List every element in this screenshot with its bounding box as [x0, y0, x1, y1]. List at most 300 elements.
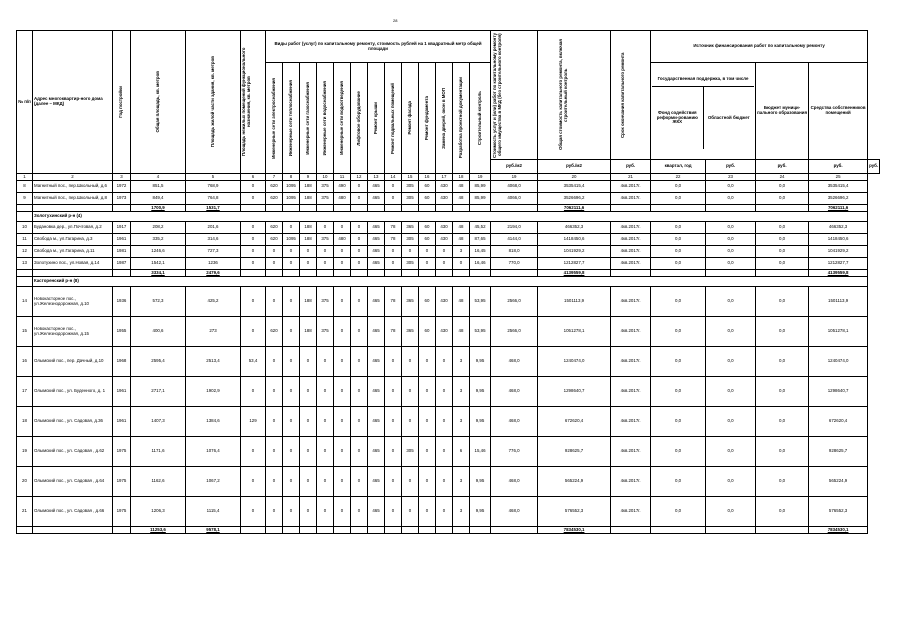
table-cell: 1095 — [283, 234, 300, 246]
subtotal-total-cost: 7834530,1 — [538, 527, 611, 534]
table-cell: 15 — [17, 317, 33, 347]
table-cell — [419, 205, 436, 212]
table-cell — [17, 270, 33, 277]
table-cell: 4кв.2017г. — [611, 287, 651, 317]
table-cell — [402, 527, 419, 534]
table-cell: 851,5 — [131, 181, 186, 193]
table-cell: 0 — [436, 246, 453, 258]
table-cell: 16,46 — [470, 258, 491, 270]
column-number: 6 — [241, 174, 266, 181]
table-cell: 0,0 — [651, 246, 706, 258]
table-cell: 87,65 — [470, 234, 491, 246]
table-cell: 0,0 — [706, 467, 756, 497]
subtotal-row — [17, 270, 880, 277]
table-cell: 0 — [283, 347, 300, 377]
table-cell: 0 — [402, 347, 419, 377]
table-cell: 78 — [385, 317, 402, 347]
table-cell: 1418450,6 — [538, 234, 611, 246]
table-cell: 0 — [402, 246, 419, 258]
table-cell: 0,0 — [651, 222, 706, 234]
table-cell: 375 — [317, 193, 334, 205]
table-cell — [17, 205, 33, 212]
table-cell: 11 — [17, 234, 33, 246]
table-cell: 19 — [17, 437, 33, 467]
table-cell: 0 — [419, 377, 436, 407]
table-cell: 572,3 — [131, 287, 186, 317]
table-cell: 0 — [283, 246, 300, 258]
table-cell: 620 — [266, 222, 283, 234]
table-cell: 3526696,2 — [538, 193, 611, 205]
header-area-total: Общая площадь, кв. метров — [131, 31, 186, 174]
table-cell: 770,0 — [491, 258, 538, 270]
table-cell — [241, 527, 266, 534]
table-cell — [706, 527, 756, 534]
table-cell: 0,0 — [756, 347, 809, 377]
table-cell: 4кв.2017г. — [611, 246, 651, 258]
table-cell: 2566,0 — [491, 287, 538, 317]
table-cell: 0,0 — [651, 234, 706, 246]
section-label: Золотухинский р-н (4) — [33, 212, 868, 222]
table-cell: 0 — [334, 222, 351, 234]
table-cell: 1298640,7 — [809, 377, 868, 407]
column-number: 12 — [351, 174, 368, 181]
table-cell: 0 — [436, 258, 453, 270]
column-number: 10 — [317, 174, 334, 181]
address-cell: Новокасторное пос., ул.Железнодорожная, д.10 — [33, 287, 113, 317]
table-cell: 1961 — [113, 407, 131, 437]
table-cell — [33, 527, 113, 534]
table-cell: 0 — [419, 497, 436, 527]
table-cell: 1975 — [113, 497, 131, 527]
table-cell: 1115,4 — [186, 497, 241, 527]
table-cell: 0 — [300, 497, 317, 527]
table-cell: 48 — [453, 181, 470, 193]
table-cell: 468,0 — [491, 377, 538, 407]
table-cell: 468,0 — [491, 347, 538, 377]
table-cell: 430 — [436, 222, 453, 234]
table-cell: 1542,1 — [131, 258, 186, 270]
table-cell — [334, 527, 351, 534]
table-cell: 0 — [266, 467, 283, 497]
header-work-11: Замена дверей, окон в МОП — [436, 63, 453, 174]
table-cell: 0 — [241, 193, 266, 205]
header-num: № п/п — [17, 31, 33, 174]
table-cell: 1418450,6 — [809, 234, 868, 246]
table-cell: 3 — [453, 377, 470, 407]
table-cell: 0 — [351, 497, 368, 527]
table-row — [17, 287, 880, 317]
table-row — [17, 222, 880, 234]
unit-total-cost: руб. — [611, 160, 651, 174]
table-cell: 3535415,4 — [538, 181, 611, 193]
address-cell: Свобода м., ул.Гагарина, д.11 — [33, 246, 113, 258]
table-cell: 335,2 — [131, 234, 186, 246]
table-cell: 0 — [334, 377, 351, 407]
header-work-9: Ремонт фасада — [402, 63, 419, 174]
table-cell: 1240474,0 — [809, 347, 868, 377]
section-label: Касторенский р-н (8) — [33, 277, 868, 287]
table-cell: 53,95 — [470, 287, 491, 317]
table-cell: 468,0 — [491, 407, 538, 437]
table-cell: 0,0 — [706, 246, 756, 258]
table-cell: 188 — [300, 317, 317, 347]
column-number: 23 — [706, 174, 756, 181]
table-cell: 0 — [385, 437, 402, 467]
table-cell: 0,0 — [756, 258, 809, 270]
table-cell: 0 — [351, 377, 368, 407]
table-cell: 0 — [436, 407, 453, 437]
table-cell: 1162,6 — [131, 467, 186, 497]
table-cell: 375 — [317, 181, 334, 193]
table-cell: 0 — [436, 467, 453, 497]
table-cell: 0 — [351, 437, 368, 467]
address-cell: Олымский пос., ул. Садовая , д.66 — [33, 497, 113, 527]
table-cell: 1973 — [113, 193, 131, 205]
table-cell: 0 — [334, 347, 351, 377]
table-cell: 0 — [351, 222, 368, 234]
table-row — [17, 193, 880, 205]
header-work-8: Ремонт подвальных помещений — [385, 63, 402, 174]
table-cell: 60 — [419, 222, 436, 234]
table-cell: 1171,6 — [131, 437, 186, 467]
table-cell: 375 — [317, 287, 334, 317]
table-cell: 0 — [351, 287, 368, 317]
table-cell: 273 — [186, 317, 241, 347]
unit-unit-cost: руб./м2 — [538, 160, 611, 174]
table-cell: 188 — [300, 287, 317, 317]
table-cell — [611, 527, 651, 534]
table-cell: 0 — [317, 246, 334, 258]
address-cell: Олымский пос., ул. Садовая , д.62 — [33, 437, 113, 467]
table-cell: 465 — [368, 181, 385, 193]
table-cell: 208,2 — [131, 222, 186, 234]
table-cell: 1212827,7 — [809, 258, 868, 270]
table-cell: 0 — [334, 258, 351, 270]
table-cell — [453, 527, 470, 534]
header-unit-cost: Стоимость услуг и (или) работ по капитальному ремонту общего имущества в МКД (без строительного контроля) — [491, 31, 538, 160]
table-cell: 0,0 — [706, 234, 756, 246]
table-cell: 0,0 — [706, 193, 756, 205]
table-cell: 305 — [402, 181, 419, 193]
table-cell: 480 — [334, 234, 351, 246]
table-cell: 0 — [283, 497, 300, 527]
table-cell: 1902,9 — [186, 377, 241, 407]
table-cell: 465 — [368, 497, 385, 527]
table-cell: 672620,4 — [809, 407, 868, 437]
table-cell: 60 — [419, 317, 436, 347]
table-cell — [491, 270, 538, 277]
table-cell: 465 — [368, 407, 385, 437]
table-cell — [300, 527, 317, 534]
header-year: Год постройки — [113, 31, 131, 174]
table-row — [17, 377, 880, 407]
table-cell — [334, 270, 351, 277]
table-cell: 305 — [402, 258, 419, 270]
table-cell: 201,6 — [186, 222, 241, 234]
table-cell: 0 — [317, 222, 334, 234]
table-cell: 1298640,7 — [538, 377, 611, 407]
column-number: 24 — [756, 174, 809, 181]
table-cell: 4кв.2017г. — [611, 317, 651, 347]
table-cell: 9,95 — [470, 377, 491, 407]
table-cell: 78 — [385, 222, 402, 234]
column-number: 18 — [453, 174, 470, 181]
table-cell: 365 — [402, 287, 419, 317]
table-cell: 0 — [385, 181, 402, 193]
table-cell: 9,95 — [470, 467, 491, 497]
table-cell — [419, 527, 436, 534]
table-cell: 0,0 — [651, 317, 706, 347]
table-cell: 1501113,9 — [538, 287, 611, 317]
table-cell: 4кв.2017г. — [611, 497, 651, 527]
table-cell — [491, 205, 538, 212]
subtotal-area-living: 2479,6 — [186, 270, 241, 277]
table-cell: 0 — [266, 497, 283, 527]
table-cell: 0,0 — [651, 258, 706, 270]
table-cell — [756, 270, 809, 277]
column-number: 2 — [33, 174, 113, 181]
header-work-5: Инженерные сети водоотведения — [334, 63, 351, 174]
table-cell — [113, 205, 131, 212]
table-cell: 60 — [419, 234, 436, 246]
table-cell — [300, 205, 317, 212]
table-cell: 0 — [385, 497, 402, 527]
table-cell: 0 — [266, 407, 283, 437]
table-cell: 0 — [419, 347, 436, 377]
table-cell: 0 — [283, 317, 300, 347]
table-cell: 0 — [385, 347, 402, 377]
table-cell: 9,95 — [470, 407, 491, 437]
table-cell: 17 — [17, 377, 33, 407]
table-cell: 430 — [436, 287, 453, 317]
table-cell: 0 — [351, 234, 368, 246]
table-cell — [241, 205, 266, 212]
subtotal-row — [17, 205, 880, 212]
table-cell — [385, 527, 402, 534]
table-cell: 1981 — [113, 246, 131, 258]
table-cell — [651, 527, 706, 534]
column-number: 16 — [419, 174, 436, 181]
table-cell — [33, 270, 113, 277]
table-cell: 188 — [300, 181, 317, 193]
table-cell: 465 — [368, 467, 385, 497]
table-cell: 0 — [436, 497, 453, 527]
table-cell: 465 — [368, 222, 385, 234]
unit-owners: руб. — [868, 160, 880, 174]
table-cell: 4068,0 — [491, 181, 538, 193]
table-cell: 849,4 — [131, 193, 186, 205]
table-cell: 0,0 — [706, 181, 756, 193]
column-number: 13 — [368, 174, 385, 181]
table-cell: 465 — [368, 234, 385, 246]
table-cell: 565224,9 — [538, 467, 611, 497]
table-cell — [419, 270, 436, 277]
column-number: 19 — [470, 174, 491, 181]
table-cell: 0 — [334, 437, 351, 467]
column-number: 11 — [334, 174, 351, 181]
column-number: 9 — [300, 174, 317, 181]
table-cell: 0 — [241, 497, 266, 527]
table-cell: 0 — [300, 437, 317, 467]
table-cell — [283, 527, 300, 534]
table-cell — [317, 270, 334, 277]
table-cell — [756, 527, 809, 534]
column-number: 14 — [385, 174, 402, 181]
header-municipal: Бюджет муници-пального образования — [756, 63, 809, 160]
table-cell: 9 — [17, 193, 33, 205]
table-cell: 0,0 — [651, 377, 706, 407]
table-cell: 0 — [283, 407, 300, 437]
table-cell: 188 — [300, 193, 317, 205]
table-cell: 465 — [368, 287, 385, 317]
table-cell — [491, 527, 538, 534]
table-cell — [651, 205, 706, 212]
table-cell: 0 — [436, 437, 453, 467]
table-cell: 4кв.2017г. — [611, 234, 651, 246]
header-work-7: Ремонт крыши — [368, 63, 385, 174]
table-cell: 375 — [317, 234, 334, 246]
table-cell: 2566,0 — [491, 317, 538, 347]
table-cell: 0 — [402, 407, 419, 437]
table-cell: 0 — [266, 287, 283, 317]
table-cell: 0,0 — [756, 467, 809, 497]
table-cell — [453, 270, 470, 277]
table-cell — [706, 205, 756, 212]
table-cell: 0 — [300, 258, 317, 270]
table-cell: 576552,3 — [809, 497, 868, 527]
header-work-4: Инженерные сети водоснабжения — [317, 63, 334, 174]
subtotal-area-total: 3334,1 — [131, 270, 186, 277]
table-cell: 0,0 — [651, 347, 706, 377]
table-cell: 1961 — [113, 234, 131, 246]
table-cell: 188 — [300, 222, 317, 234]
table-cell: 620 — [266, 181, 283, 193]
header-work-13: Строительный контроль — [470, 63, 491, 174]
table-cell: 1095 — [283, 193, 300, 205]
header-regional: Областной бюджет — [707, 114, 750, 120]
header-total-cost: Общая стоимость капитального ремонта, включая строительный контроль — [538, 31, 611, 160]
address-cell: Олымский пос., ул. Буденного, д. 1 — [33, 377, 113, 407]
table-cell: 1067,2 — [186, 467, 241, 497]
table-cell: 0 — [241, 246, 266, 258]
table-cell: 0 — [419, 258, 436, 270]
subtotal-owners: 7834530,1 — [809, 527, 868, 534]
unit-deadline: квартал, год — [651, 160, 706, 174]
table-cell — [334, 205, 351, 212]
subtotal-owners: 4139559,8 — [809, 270, 868, 277]
table-cell: 0,0 — [651, 181, 706, 193]
table-cell: 0,0 — [756, 437, 809, 467]
table-cell: 928625,7 — [538, 437, 611, 467]
table-cell: 0 — [334, 407, 351, 437]
table-cell: 0,0 — [706, 377, 756, 407]
column-number: 20 — [538, 174, 611, 181]
table-cell: 672620,4 — [538, 407, 611, 437]
table-cell: 0 — [351, 467, 368, 497]
table-cell: 465 — [368, 437, 385, 467]
table-cell: 3 — [453, 467, 470, 497]
header-area-nonres: Площадь нежилых помещений функционального назначения, кв. метров — [241, 31, 266, 174]
table-cell: 0 — [241, 287, 266, 317]
table-cell: 1076,4 — [186, 437, 241, 467]
table-row — [17, 467, 880, 497]
table-cell: 480 — [334, 193, 351, 205]
table-cell: 468,0 — [491, 497, 538, 527]
table-cell — [351, 527, 368, 534]
subtotal-area-total: 1700,9 — [131, 205, 186, 212]
table-cell: 53,4 — [241, 347, 266, 377]
table-cell: 45,52 — [470, 222, 491, 234]
table-cell: 0 — [402, 467, 419, 497]
table-cell: 0 — [402, 377, 419, 407]
table-cell: 1936 — [113, 287, 131, 317]
table-cell — [368, 270, 385, 277]
table-cell — [436, 270, 453, 277]
table-cell: 0 — [402, 497, 419, 527]
table-cell: 4кв.2017г. — [611, 222, 651, 234]
table-cell: 48 — [453, 317, 470, 347]
table-cell: 375 — [317, 317, 334, 347]
table-cell — [283, 270, 300, 277]
table-cell: 0 — [266, 437, 283, 467]
table-cell: 0 — [334, 467, 351, 497]
table-cell — [113, 527, 131, 534]
table-cell: 2513,4 — [186, 347, 241, 377]
table-cell: 305 — [402, 234, 419, 246]
table-cell: 60 — [419, 287, 436, 317]
subtotal-total-cost: 4139559,8 — [538, 270, 611, 277]
table-cell: 3 — [453, 497, 470, 527]
table-cell: 16,45 — [470, 246, 491, 258]
table-cell: 465 — [368, 246, 385, 258]
table-cell: 0,0 — [706, 347, 756, 377]
table-cell — [402, 270, 419, 277]
table-cell: 4066,0 — [491, 193, 538, 205]
table-cell: 0 — [300, 467, 317, 497]
table-cell: 2717,1 — [131, 377, 186, 407]
unit-regional: руб. — [756, 160, 809, 174]
table-cell: 0 — [266, 246, 283, 258]
table-cell: 0 — [283, 437, 300, 467]
table-cell: 0 — [351, 246, 368, 258]
table-cell: 0 — [334, 497, 351, 527]
table-cell: 430 — [436, 181, 453, 193]
table-cell: 4кв.2017г. — [611, 407, 651, 437]
table-cell: 10 — [17, 222, 33, 234]
table-cell — [436, 527, 453, 534]
table-cell: 4кв.2017г. — [611, 193, 651, 205]
table-cell: 12 — [17, 246, 33, 258]
table-cell: 1051278,1 — [809, 317, 868, 347]
table-cell: 0,0 — [651, 287, 706, 317]
table-cell: 16 — [17, 347, 33, 377]
header-work-6: Лифтовое оборудование — [351, 63, 368, 174]
header-work-12: Разработка проектной документации — [453, 63, 470, 174]
table-cell: 48 — [453, 222, 470, 234]
table-cell: 0 — [436, 347, 453, 377]
table-cell: 818,0 — [491, 246, 538, 258]
table-cell: 78 — [385, 234, 402, 246]
table-cell: 188 — [300, 234, 317, 246]
table-cell: 1095 — [283, 181, 300, 193]
table-cell: 620 — [266, 317, 283, 347]
table-cell: 60 — [419, 181, 436, 193]
table-cell: 18 — [17, 407, 33, 437]
column-number: 4 — [131, 174, 186, 181]
table-cell — [113, 270, 131, 277]
column-number: 15 — [402, 174, 419, 181]
table-cell: 0 — [241, 437, 266, 467]
